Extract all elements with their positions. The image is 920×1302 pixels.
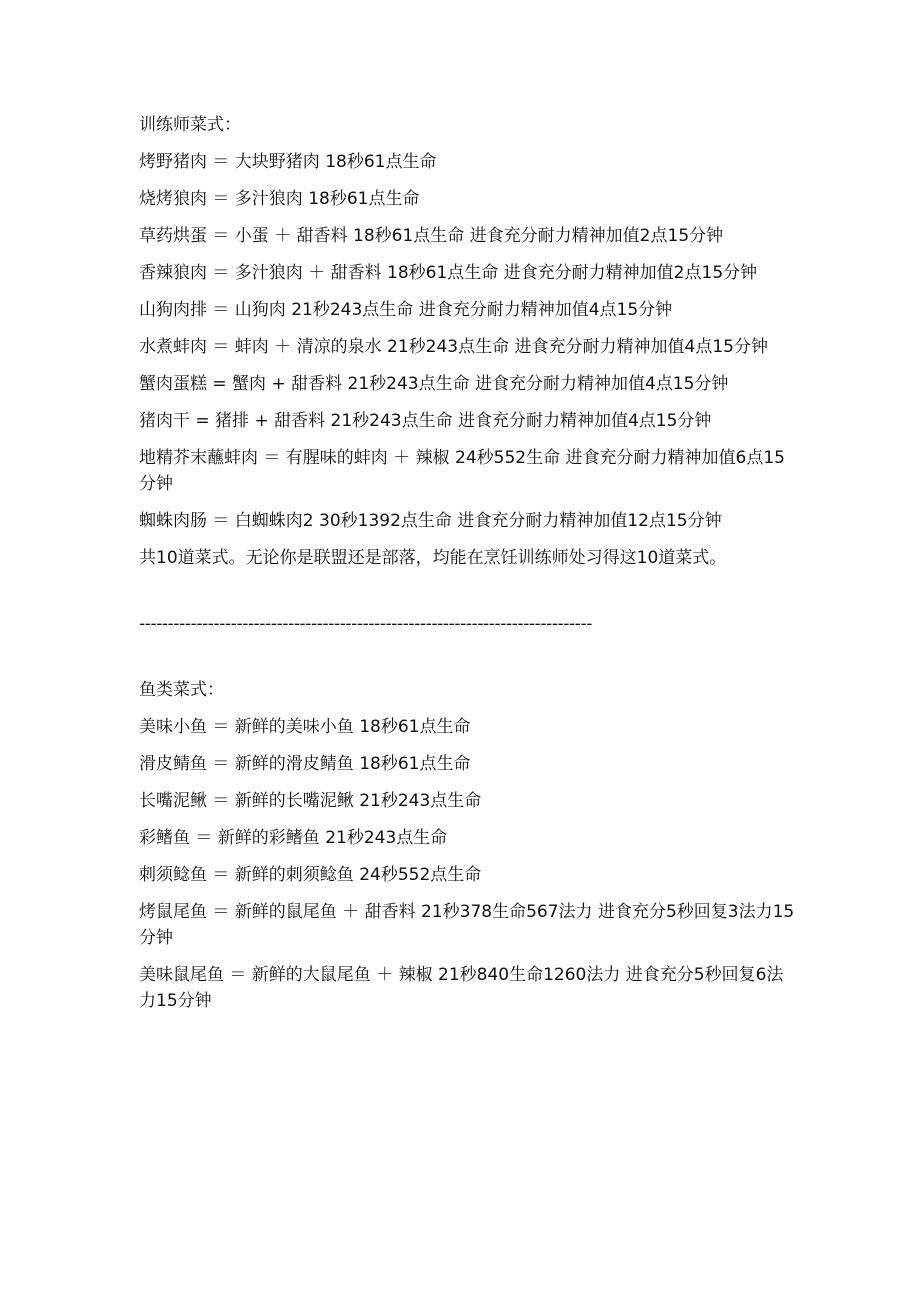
recipe-line: 猪肉干 = 猪排 + 甜香料 21秒243点生命 进食充分耐力精神加值4点15分钟	[139, 411, 712, 431]
recipe-line: 刺须鲶鱼 ＝ 新鲜的刺须鲶鱼 24秒552点生命	[139, 865, 482, 885]
recipe-line: 烤鼠尾鱼 ＝ 新鲜的鼠尾鱼 ＋ 甜香料 21秒378生命567法力 进食充分5秒回复3法力15分钟	[139, 902, 795, 948]
recipe-line: 草药烘蛋 ＝ 小蛋 ＋ 甜香料 18秒61点生命 进食充分耐力精神加值2点15分钟	[139, 226, 724, 246]
dashed-divider: -------------------------------------------------------------------------------	[139, 614, 593, 634]
section-heading-trainer-recipes: 训练师菜式：	[139, 115, 241, 135]
recipe-line: 滑皮鲭鱼 ＝ 新鲜的滑皮鲭鱼 18秒61点生命	[139, 754, 471, 774]
recipe-line: 烧烤狼肉 ＝ 多汁狼肉 18秒61点生命	[139, 189, 420, 209]
recipe-line: 烤野猪肉 ＝ 大块野猪肉 18秒61点生命	[139, 152, 437, 172]
recipe-line: 水煮蚌肉 ＝ 蚌肉 ＋ 清凉的泉水 21秒243点生命 进食充分耐力精神加值4点15分钟	[139, 337, 768, 357]
recipe-line: 蜘蛛肉肠 ＝ 白蜘蛛肉2 30秒1392点生命 进食充分耐力精神加值12点15分钟	[139, 511, 722, 531]
recipe-line: 山狗肉排 ＝ 山狗肉 21秒243点生命 进食充分耐力精神加值4点15分钟	[139, 300, 673, 320]
recipe-line: 长嘴泥鳅 ＝ 新鲜的长嘴泥鳅 21秒243点生命	[139, 791, 482, 811]
recipe-line: 地精芥末蘸蚌肉 ＝ 有腥味的蚌肉 ＋ 辣椒 24秒552生命 进食充分耐力精神加值6点15分钟	[139, 448, 785, 494]
recipe-line: 蟹肉蛋糕 = 蟹肉 + 甜香料 21秒243点生命 进食充分耐力精神加值4点15分钟	[139, 374, 729, 394]
recipe-line: 香辣狼肉 ＝ 多汁狼肉 ＋ 甜香料 18秒61点生命 进食充分耐力精神加值2点15分钟	[139, 263, 758, 283]
recipe-line: 彩鳍鱼 ＝ 新鲜的彩鳍鱼 21秒243点生命	[139, 828, 448, 848]
section-summary: 共10道菜式。无论你是联盟还是部落，均能在烹饪训练师处习得这10道菜式。	[139, 548, 727, 568]
recipe-line: 美味小鱼 ＝ 新鲜的美味小鱼 18秒61点生命	[139, 717, 471, 737]
document-body	[139, 112, 799, 1025]
section-heading-fish-recipes: 鱼类菜式：	[139, 680, 224, 700]
recipe-line: 美味鼠尾鱼 ＝ 新鲜的大鼠尾鱼 ＋ 辣椒 21秒840生命1260法力 进食充分5秒回复6法力15分钟	[139, 965, 784, 1011]
